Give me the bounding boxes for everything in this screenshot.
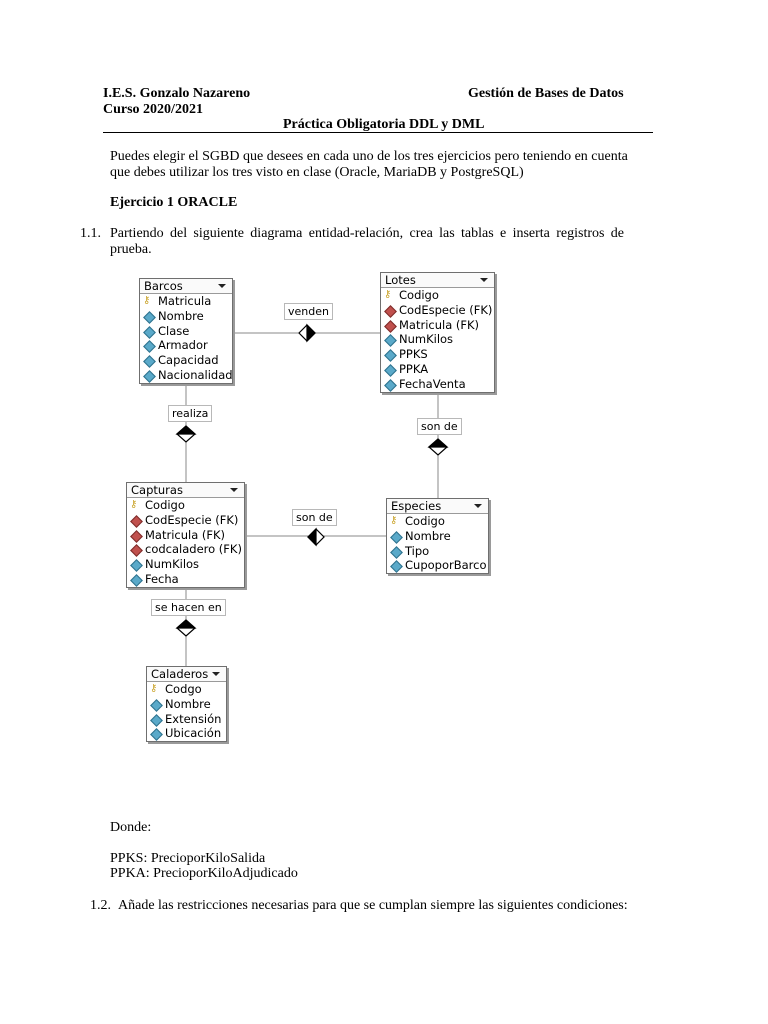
table-capturas-fields [127, 498, 244, 587]
foreign-key-icon [130, 530, 143, 543]
table-field-label: Tipo [405, 543, 430, 558]
course-year: Curso 2020/2021 [103, 102, 203, 117]
diamond-son-de-2 [308, 529, 324, 545]
table-field-row [387, 558, 488, 573]
note-ppks: PPKS: PrecioporKiloSalida [110, 851, 266, 866]
foreign-key-icon [130, 515, 143, 528]
table-field-label: Matricula [158, 294, 212, 308]
relation-label-son-de-2: son de [292, 509, 337, 526]
school-name: I.E.S. Gonzalo Nazareno [103, 86, 251, 101]
item-1-2-number: 1.2. [90, 898, 111, 913]
attribute-icon [150, 699, 163, 712]
chevron-down-icon [480, 278, 488, 282]
table-field-label: Nombre [158, 308, 204, 323]
relation-label-son-de-1: son de [417, 418, 462, 435]
chevron-down-icon [230, 488, 238, 492]
diamond-son-de-1 [429, 439, 447, 455]
table-field-label: PPKS [399, 347, 428, 362]
attribute-icon [384, 349, 397, 362]
table-especies [386, 498, 489, 574]
table-field-row [140, 324, 232, 339]
table-field-row [127, 498, 244, 513]
primary-key-icon: ⚷ [384, 289, 392, 300]
table-field-label: CupoporBarco [405, 558, 487, 573]
table-capturas-title: Capturas [131, 483, 183, 497]
note-donde: Donde: [110, 820, 152, 835]
chevron-down-icon [218, 284, 226, 288]
table-field-row [387, 544, 488, 559]
attribute-icon [130, 559, 143, 572]
table-field-row [127, 513, 244, 528]
table-field-row [381, 347, 494, 362]
attribute-icon [390, 531, 403, 544]
attribute-icon [384, 379, 397, 392]
table-field-row [127, 572, 244, 587]
table-field-row [147, 726, 226, 741]
attribute-icon [390, 546, 403, 559]
table-field-row [140, 309, 232, 324]
diamond-venden [299, 325, 315, 341]
table-field-row [387, 514, 488, 529]
table-caladeros-fields [147, 682, 226, 741]
primary-key-icon: ⚷ [390, 515, 398, 526]
table-field-label: NumKilos [399, 332, 454, 347]
note-ppka: PPKA: PrecioporKiloAdjudicado [110, 866, 298, 881]
table-field-label: FechaVenta [399, 376, 466, 391]
table-field-row [381, 362, 494, 377]
table-field-row [147, 697, 226, 712]
table-field-label: Capacidad [158, 353, 219, 368]
attribute-icon [390, 561, 403, 574]
relation-label-realiza: realiza [168, 405, 212, 422]
item-1-1-number: 1.1. [80, 226, 101, 241]
table-especies-fields [387, 514, 488, 573]
table-field-row [381, 318, 494, 333]
table-field-label: PPKA [399, 361, 429, 376]
table-field-label: Nombre [165, 696, 211, 711]
attribute-icon [150, 714, 163, 727]
table-field-label: Matricula (FK) [145, 527, 226, 542]
chevron-down-icon [212, 672, 220, 676]
document-title: Práctica Obligatoria DDL y DML [283, 117, 485, 132]
attribute-icon [150, 729, 163, 742]
table-field-label: Clase [158, 323, 190, 338]
table-field-label: Ubicación [165, 726, 222, 741]
table-field-label: CodEspecie (FK) [145, 512, 239, 527]
table-field-row [127, 542, 244, 557]
relation-label-venden: venden [284, 303, 333, 320]
foreign-key-icon [130, 545, 143, 558]
table-lotes [380, 272, 495, 393]
table-field-row [381, 377, 494, 392]
item-1-2-text: Añade las restricciones necesarias para que se cumplan siempre las siguientes condiciones: [118, 898, 628, 913]
table-field-row [381, 303, 494, 318]
attribute-icon [143, 326, 156, 339]
table-field-label: Armador [158, 338, 208, 353]
diamond-se-hacen-en [177, 620, 195, 636]
table-caladeros [146, 666, 227, 742]
table-field-row [140, 368, 232, 383]
table-field-label: CodEspecie (FK) [399, 302, 493, 317]
attribute-icon [143, 341, 156, 354]
attribute-icon [384, 335, 397, 348]
attribute-icon [130, 574, 143, 587]
table-field-row [140, 353, 232, 368]
table-field-row [127, 528, 244, 543]
attribute-icon [143, 370, 156, 383]
table-field-row [140, 338, 232, 353]
table-barcos [139, 278, 233, 384]
table-field-label: NumKilos [145, 557, 200, 572]
table-field-label: Extensión [165, 711, 222, 726]
primary-key-icon: ⚷ [130, 499, 138, 510]
table-field-label: Fecha [145, 571, 179, 586]
relation-label-se-hacen-en: se hacen en [151, 599, 226, 616]
table-field-label: Nacionalidad [158, 367, 233, 382]
table-field-row [140, 294, 232, 309]
table-barcos-fields [140, 294, 232, 383]
table-capturas [126, 482, 245, 588]
attribute-icon [384, 364, 397, 377]
table-field-label: Matricula (FK) [399, 317, 480, 332]
table-lotes-fields [381, 288, 494, 392]
table-barcos-title: Barcos [144, 279, 183, 293]
attribute-icon [143, 355, 156, 368]
table-field-label: Codigo [405, 514, 445, 528]
attribute-icon [143, 311, 156, 324]
foreign-key-icon [384, 320, 397, 333]
table-field-label: Nombre [405, 528, 451, 543]
primary-key-icon: ⚷ [150, 683, 158, 694]
table-field-label: Codigo [399, 288, 439, 302]
table-field-row [387, 529, 488, 544]
foreign-key-icon [384, 305, 397, 318]
table-field-label: Codgo [165, 682, 202, 696]
table-field-label: codcaladero (FK) [145, 542, 242, 557]
subject-name: Gestión de Bases de Datos [468, 86, 624, 101]
primary-key-icon: ⚷ [143, 295, 151, 306]
table-field-row [381, 288, 494, 303]
table-field-row [147, 712, 226, 727]
exercise-1-heading: Ejercicio 1 ORACLE [110, 195, 238, 210]
table-field-row [127, 557, 244, 572]
item-1-1-text: Partiendo del siguiente diagrama entidad-relación, crea las tablas e inserta registros de prueba. [110, 226, 624, 257]
table-caladeros-title: Caladeros [151, 667, 209, 681]
intro-paragraph: Puedes elegir el SGBD que desees en cada uno de los tres ejercicios pero teniendo en cuenta que debes utilizar los tres visto en clase (Oracle, MariaDB y PostgreSQL) [110, 149, 628, 180]
table-lotes-title: Lotes [385, 273, 416, 287]
diamond-realiza [177, 426, 195, 442]
table-especies-title: Especies [391, 499, 442, 513]
table-field-label: Codigo [145, 498, 185, 512]
table-field-row [381, 332, 494, 347]
chevron-down-icon [474, 504, 482, 508]
table-field-row [147, 682, 226, 697]
